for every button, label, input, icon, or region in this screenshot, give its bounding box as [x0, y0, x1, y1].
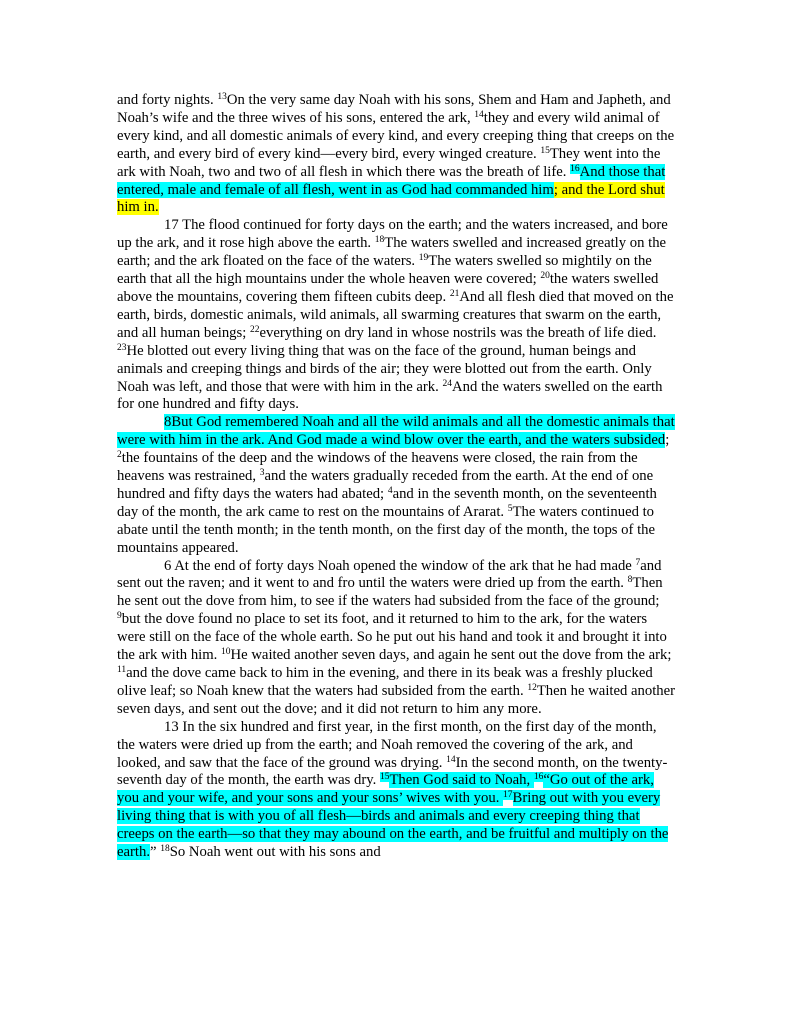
verse-number: 21 — [449, 288, 460, 299]
text-run: but the dove found no place to set its foot, and it returned to him to the ark, for the waters were still on the face of the whole earth. So he put out his hand and took it and brought it into the ark with him. — [117, 611, 667, 664]
verse-number: 19 — [418, 253, 429, 264]
verse-number: 23 — [117, 342, 127, 353]
text-run: the fountains of the deep and the windows of the heavens were closed, the rain from the heavens was restrained, — [117, 450, 638, 485]
verse-number: 14 — [446, 754, 456, 765]
verse-number: 4 — [387, 485, 393, 496]
text-run: They went into the ark with Noah, two and two of all flesh in which there was the breath of life. — [117, 145, 661, 180]
text-run: and forty nights. — [117, 92, 218, 108]
verse-number: 12 — [527, 682, 537, 693]
text-run: 6 At the end of forty days Noah opened the window of the ark that he had made — [164, 557, 636, 574]
text-run: He waited another seven days, and again he sent out the dove from the ark; — [230, 647, 672, 664]
text-run: The waters swelled and increased greatly on the earth; and the ark floated on the face of the waters. — [117, 235, 667, 270]
text-run: ; — [665, 432, 670, 449]
highlighted-text: ; and the Lord shut him in. — [117, 181, 665, 216]
verse-number: 22 — [249, 324, 260, 335]
verse-number: 10 — [221, 647, 231, 658]
text-run: He blotted out every living thing that was on the face of the ground, human beings and animals and creeping things and birds of the air; they were blotted out from the earth. Only Noah was left, and those that were with him in the ark. — [117, 342, 652, 395]
text-run: they and every wild animal of every kind, and all domestic animals of every kind, and every creeping thing that creeps on the earth, and every bird of every kind—every bird, every winged creature. — [117, 109, 675, 162]
verse-number: 18 — [374, 235, 385, 246]
text-run: everything on dry land in whose nostrils was the breath of life died. — [259, 324, 657, 341]
verse-number: 7 — [635, 557, 641, 568]
highlighted-text: 8But God remembered Noah and all the wild animals and all the domestic animals that were with him in the ark. And God made a wind blow over the earth, and the waters subsided — [117, 414, 675, 449]
text-run: The waters swelled so mightily on the earth that all the high mountains under the whole heaven were covered; — [117, 253, 652, 288]
text-run: 17 The flood continued for forty days on the earth; and the waters increased, and bore up the ark, and it rose high above the earth. — [117, 217, 668, 252]
verse-number: 5 — [507, 503, 513, 514]
verse-number: 16 — [570, 163, 580, 174]
highlighted-text: Bring out with you every living thing that is with you of all flesh—birds and animals and every creeping thing that creeps on the earth—so that they may abound on the earth, and be fruitful and multiply on the earth. — [117, 790, 669, 861]
text-run: and the dove came back to him in the evening, and there in its beak was a freshly plucked olive leaf; so Noah knew that the waters had subsided from the earth. — [117, 665, 653, 699]
text-run: And the waters swelled on the earth for one hundred and fifty days. — [117, 378, 663, 413]
verse-number: 17 — [503, 790, 513, 801]
verse-number: 15 — [540, 145, 550, 156]
verse-number: 14 — [474, 109, 484, 120]
verse-number: 18 — [160, 844, 170, 855]
text-run: On the very same day Noah with his sons, Shem and Ham and Japheth, and Noah’s wife and the three wives of his sons, entered the ark, — [117, 92, 671, 126]
text-run: ” — [150, 844, 161, 861]
text-run: So Noah went out with his sons and — [169, 844, 381, 861]
verse-number: 9 — [117, 611, 122, 622]
paragraph — [117, 217, 677, 414]
paragraph — [117, 414, 677, 557]
text-run: The waters continued to abate until the tenth month; in the tenth month, on the first day of the month, the tops of the mountains appeared. — [117, 503, 656, 556]
verse-number: 20 — [540, 271, 550, 282]
verse-number: 24 — [442, 378, 452, 389]
paragraph — [117, 92, 677, 217]
document-page — [117, 92, 677, 862]
highlighted-text: Then God said to Noah, — [389, 772, 534, 789]
verse-number: 16 — [533, 772, 544, 783]
text-run: Then he waited another seven days, and sent out the dove; and it did not return to him any more. — [117, 682, 676, 717]
verse-number: 3 — [259, 468, 265, 479]
verse-number: 13 — [217, 92, 227, 102]
highlighted-text: “Go out of the ark, you and your wife, and your sons and your sons’ wives with you. — [117, 772, 654, 807]
text-run: 13 In the six hundred and first year, in the first month, on the first day of the month, the waters were dried up from the earth; and Noah removed the covering of the ark, and looked, and saw that the face of the ground was drying. — [117, 718, 657, 771]
verse-number: 11 — [117, 665, 127, 675]
text-run: the waters swelled above the mountains, covering them fifteen cubits deep. — [117, 271, 659, 305]
highlighted-text: And those that entered, male and female of all flesh, went in as God had commanded him — [117, 163, 666, 198]
paragraph — [117, 558, 677, 719]
text-run: and the waters gradually receded from the earth. At the end of one hundred and fifty days the waters had abated; — [117, 468, 654, 502]
text-run: In the second month, on the twenty-seventh day of the month, the earth was dry. — [117, 754, 668, 789]
verse-number: 15 — [379, 772, 390, 783]
text-run: And all flesh died that moved on the earth, birds, domestic animals, wild animals, all swarming creatures that swarm on the earth, and all human beings; — [117, 288, 674, 341]
text-run: and in the seventh month, on the seventeenth day of the month, the ark came to rest on the mountains of Ararat. — [117, 485, 657, 520]
verse-number: 2 — [117, 450, 122, 461]
text-run: Then he sent out the dove from him, to see if the waters had subsided from the face of the ground; — [117, 575, 663, 610]
verse-number: 8 — [627, 575, 633, 586]
paragraph — [117, 719, 677, 862]
text-run: and sent out the raven; and it went to and fro until the waters were dried up from the earth. — [117, 557, 662, 592]
